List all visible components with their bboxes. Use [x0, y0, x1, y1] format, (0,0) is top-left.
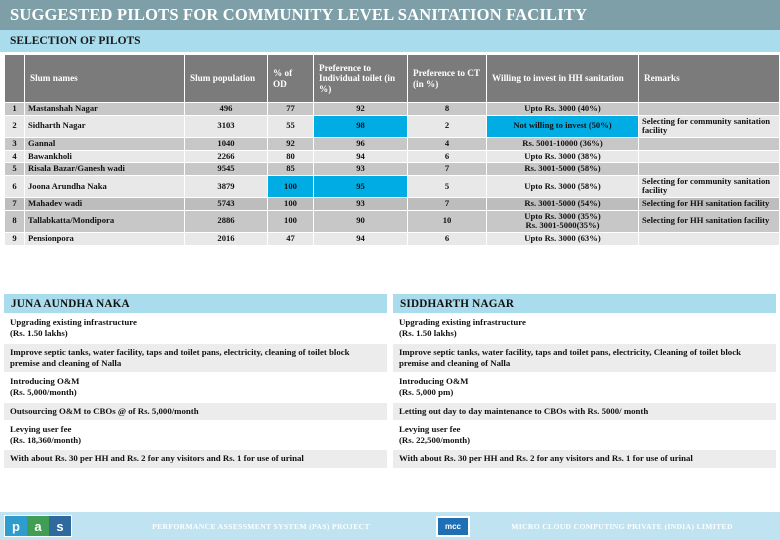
- panel-row-sub: (Rs. 5,000 pm): [399, 387, 454, 398]
- cell-remarks: [639, 163, 779, 175]
- table-header-row: [5, 55, 779, 102]
- col-header-investment: Willing to invest in HH sanitation: [487, 55, 638, 102]
- panel-row: [4, 421, 387, 450]
- table-body: [5, 103, 779, 245]
- cell-remarks: [639, 103, 779, 115]
- cell-od: 92: [268, 138, 313, 150]
- cell-ct: 6: [408, 233, 486, 245]
- panel-row: [4, 373, 387, 402]
- table-row[interactable]: [5, 138, 779, 150]
- panel-row-sub: (Rs. 5,000/month): [10, 387, 77, 398]
- page-title: SUGGESTED PILOTS FOR COMMUNITY LEVEL SANITATION FACILITY: [10, 5, 588, 24]
- cell-individual-toilet: 95: [314, 176, 407, 197]
- panel-siddharth-nagar: [393, 294, 776, 469]
- cell-individual-toilet: 94: [314, 233, 407, 245]
- cell-remarks: [639, 151, 779, 163]
- pas-logo-letter-a: a: [27, 516, 49, 536]
- cell-remarks: Selecting for community sanitation facility: [639, 176, 779, 197]
- cell-ct: 7: [408, 198, 486, 210]
- cell-investment: Upto Rs. 3000 (38%): [487, 151, 638, 163]
- pas-logo-letter-s: s: [49, 516, 71, 536]
- cell-population: 1040: [185, 138, 267, 150]
- table-row[interactable]: [5, 176, 779, 197]
- panel-row-sub: (Rs. 22,500/month): [399, 435, 471, 445]
- panel-juna-aundha-naka: [4, 294, 387, 469]
- cell-ct: 6: [408, 151, 486, 163]
- table-row[interactable]: [5, 116, 779, 137]
- panel-row: [4, 344, 387, 373]
- table-header: [5, 55, 779, 102]
- cell-ct: 2: [408, 116, 486, 137]
- panel-row: [393, 403, 776, 420]
- panel-rows-right: [393, 314, 776, 468]
- cell-index: 6: [5, 176, 24, 197]
- panel-row-main: Introducing O&M: [399, 376, 469, 386]
- cell-remarks: [639, 233, 779, 245]
- panel-row-main: Letting out day to day maintenance to CBOs with Rs. 5000/ month: [399, 405, 649, 416]
- cell-slum-name: Risala Bazar/Ganesh wadi: [25, 163, 184, 175]
- pas-logo-letter-p: p: [5, 516, 27, 536]
- cell-remarks: Selecting for community sanitation facility: [639, 116, 779, 137]
- panel-row: [4, 450, 387, 467]
- cell-od: 55: [268, 116, 313, 137]
- cell-slum-name: Bawankholi: [25, 151, 184, 163]
- panel-row: [4, 314, 387, 343]
- table-row[interactable]: [5, 233, 779, 245]
- slide-footer: [0, 512, 780, 540]
- col-header-od: % of OD: [268, 55, 313, 102]
- cell-od: 80: [268, 151, 313, 163]
- cell-population: 3103: [185, 116, 267, 137]
- panel-row-main: Levying user fee: [10, 423, 72, 434]
- col-header-slum-names: Slum names: [25, 55, 184, 102]
- panel-row-main: Outsourcing O&M to CBOs @ of Rs. 5,000/month: [10, 405, 199, 416]
- cell-slum-name: Mahadev wadi: [25, 198, 184, 210]
- cell-slum-name: Pensionpora: [25, 233, 184, 245]
- pilots-table-wrapper: [4, 54, 776, 246]
- footer-company-text: MICRO CLOUD COMPUTING PRIVATE (INDIA) LIMITED: [511, 521, 733, 531]
- col-header-individual-toilet: Preference to Individual toilet (in %): [314, 55, 407, 102]
- panel-row-main: Upgrading existing infrastructure: [10, 317, 137, 327]
- cell-ct: 4: [408, 138, 486, 150]
- cell-investment: Upto Rs. 3000 (63%): [487, 233, 638, 245]
- cell-index: 5: [5, 163, 24, 175]
- cell-index: 3: [5, 138, 24, 150]
- col-header-remarks: Remarks: [639, 55, 779, 102]
- cell-ct: 8: [408, 103, 486, 115]
- cell-population: 5743: [185, 198, 267, 210]
- cell-population: 2886: [185, 211, 267, 232]
- cell-index: 2: [5, 116, 24, 137]
- table-row[interactable]: [5, 151, 779, 163]
- table-row[interactable]: [5, 163, 779, 175]
- cell-investment: Rs. 3001-5000 (54%): [487, 198, 638, 210]
- pilots-table: [4, 54, 780, 246]
- slide-title-bar: [0, 0, 780, 30]
- cell-od: 100: [268, 211, 313, 232]
- panel-row-main: With about Rs. 30 per HH and Rs. 2 for any visitors and Rs. 1 for use of urinal: [399, 453, 693, 464]
- cell-slum-name: Sidharth Nagar: [25, 116, 184, 137]
- panel-row-main: Levying user fee: [399, 423, 461, 434]
- panel-row-sub: (Rs. 18,360/month): [10, 435, 82, 445]
- cell-investment: Rs. 5001-10000 (36%): [487, 138, 638, 150]
- cell-investment: Rs. 3001-5000 (58%): [487, 163, 638, 175]
- section-subtitle-band: [0, 30, 780, 52]
- cell-ct: 7: [408, 163, 486, 175]
- cell-individual-toilet: 90: [314, 211, 407, 232]
- panel-row: [4, 403, 387, 420]
- cell-od: 85: [268, 163, 313, 175]
- cell-population: 2016: [185, 233, 267, 245]
- cell-population: 9545: [185, 163, 267, 175]
- section-subtitle: SELECTION OF PILOTS: [10, 35, 141, 47]
- cell-individual-toilet: 94: [314, 151, 407, 163]
- col-header-ct: Preference to CT (in %): [408, 55, 486, 102]
- col-header-population: Slum population: [185, 55, 267, 102]
- pas-logo: [4, 515, 72, 537]
- panel-row-main: With about Rs. 30 per HH and Rs. 2 for any visitors and Rs. 1 for use of urinal: [10, 453, 304, 464]
- cell-investment: Not willing to invest (50%): [487, 116, 638, 137]
- cell-ct: 5: [408, 176, 486, 197]
- panel-row: [393, 344, 776, 373]
- cell-slum-name: Gannal: [25, 138, 184, 150]
- cell-individual-toilet: 98: [314, 116, 407, 137]
- panel-heading-bar-left: [4, 294, 387, 313]
- panel-rows-left: [4, 314, 387, 468]
- cell-od: 100: [268, 176, 313, 197]
- panel-heading-bar-right: [393, 294, 776, 313]
- cell-individual-toilet: 93: [314, 198, 407, 210]
- detail-panels: [4, 294, 776, 469]
- cell-population: 496: [185, 103, 267, 115]
- cell-index: 4: [5, 151, 24, 163]
- panel-row: [393, 373, 776, 402]
- cell-individual-toilet: 92: [314, 103, 407, 115]
- panel-row-main: Improve septic tanks, water facility, taps and toilet pans, electricity, cleaning of toilet block premise and cleaning of Nalla: [10, 346, 350, 368]
- panel-row-main: Introducing O&M: [10, 376, 80, 386]
- cell-investment: Upto Rs. 3000 (35%) Rs. 3001-5000(35%): [487, 211, 638, 232]
- cell-od: 77: [268, 103, 313, 115]
- cell-population: 3879: [185, 176, 267, 197]
- cell-ct: 10: [408, 211, 486, 232]
- cell-od: 100: [268, 198, 313, 210]
- cell-remarks: Selecting for HH sanitation facility: [639, 198, 779, 210]
- cell-population: 2266: [185, 151, 267, 163]
- mcc-logo-icon: mcc: [436, 516, 470, 537]
- cell-index: 9: [5, 233, 24, 245]
- cell-index: 1: [5, 103, 24, 115]
- table-row[interactable]: [5, 211, 779, 232]
- panel-row-sub: (Rs. 1.50 lakhs): [10, 328, 68, 339]
- cell-individual-toilet: 96: [314, 138, 407, 150]
- footer-project-text: PERFORMANCE ASSESSMENT SYSTEM (PAS) PROJECT: [152, 521, 370, 531]
- panel-row: [393, 314, 776, 343]
- cell-index: 7: [5, 198, 24, 210]
- cell-investment: Upto Rs. 3000 (40%): [487, 103, 638, 115]
- table-row[interactable]: [5, 103, 779, 115]
- cell-slum-name: Tallabkatta/Mondipora: [25, 211, 184, 232]
- panel-heading-left: JUNA AUNDHA NAKA: [11, 297, 130, 310]
- panel-row-sub: (Rs. 1.50 lakhs): [399, 328, 457, 339]
- cell-individual-toilet: 93: [314, 163, 407, 175]
- cell-remarks: [639, 138, 779, 150]
- cell-investment: Upto Rs. 3000 (58%): [487, 176, 638, 197]
- cell-slum-name: Mastanshah Nagar: [25, 103, 184, 115]
- cell-od: 47: [268, 233, 313, 245]
- cell-remarks: Selecting for HH sanitation facility: [639, 211, 779, 232]
- col-header-index: [5, 55, 24, 102]
- panel-row: [393, 421, 776, 450]
- panel-row: [393, 450, 776, 467]
- cell-index: 8: [5, 211, 24, 232]
- panel-heading-right: SIDDHARTH NAGAR: [400, 297, 515, 310]
- panel-row-main: Improve septic tanks, water facility, taps and toilet pans, electricity, Cleaning of toilet block premise and cleaning of Nalla: [399, 346, 741, 368]
- cell-slum-name: Joona Arundha Naka: [25, 176, 184, 197]
- table-row[interactable]: [5, 198, 779, 210]
- panel-row-main: Upgrading existing infrastructure: [399, 317, 526, 327]
